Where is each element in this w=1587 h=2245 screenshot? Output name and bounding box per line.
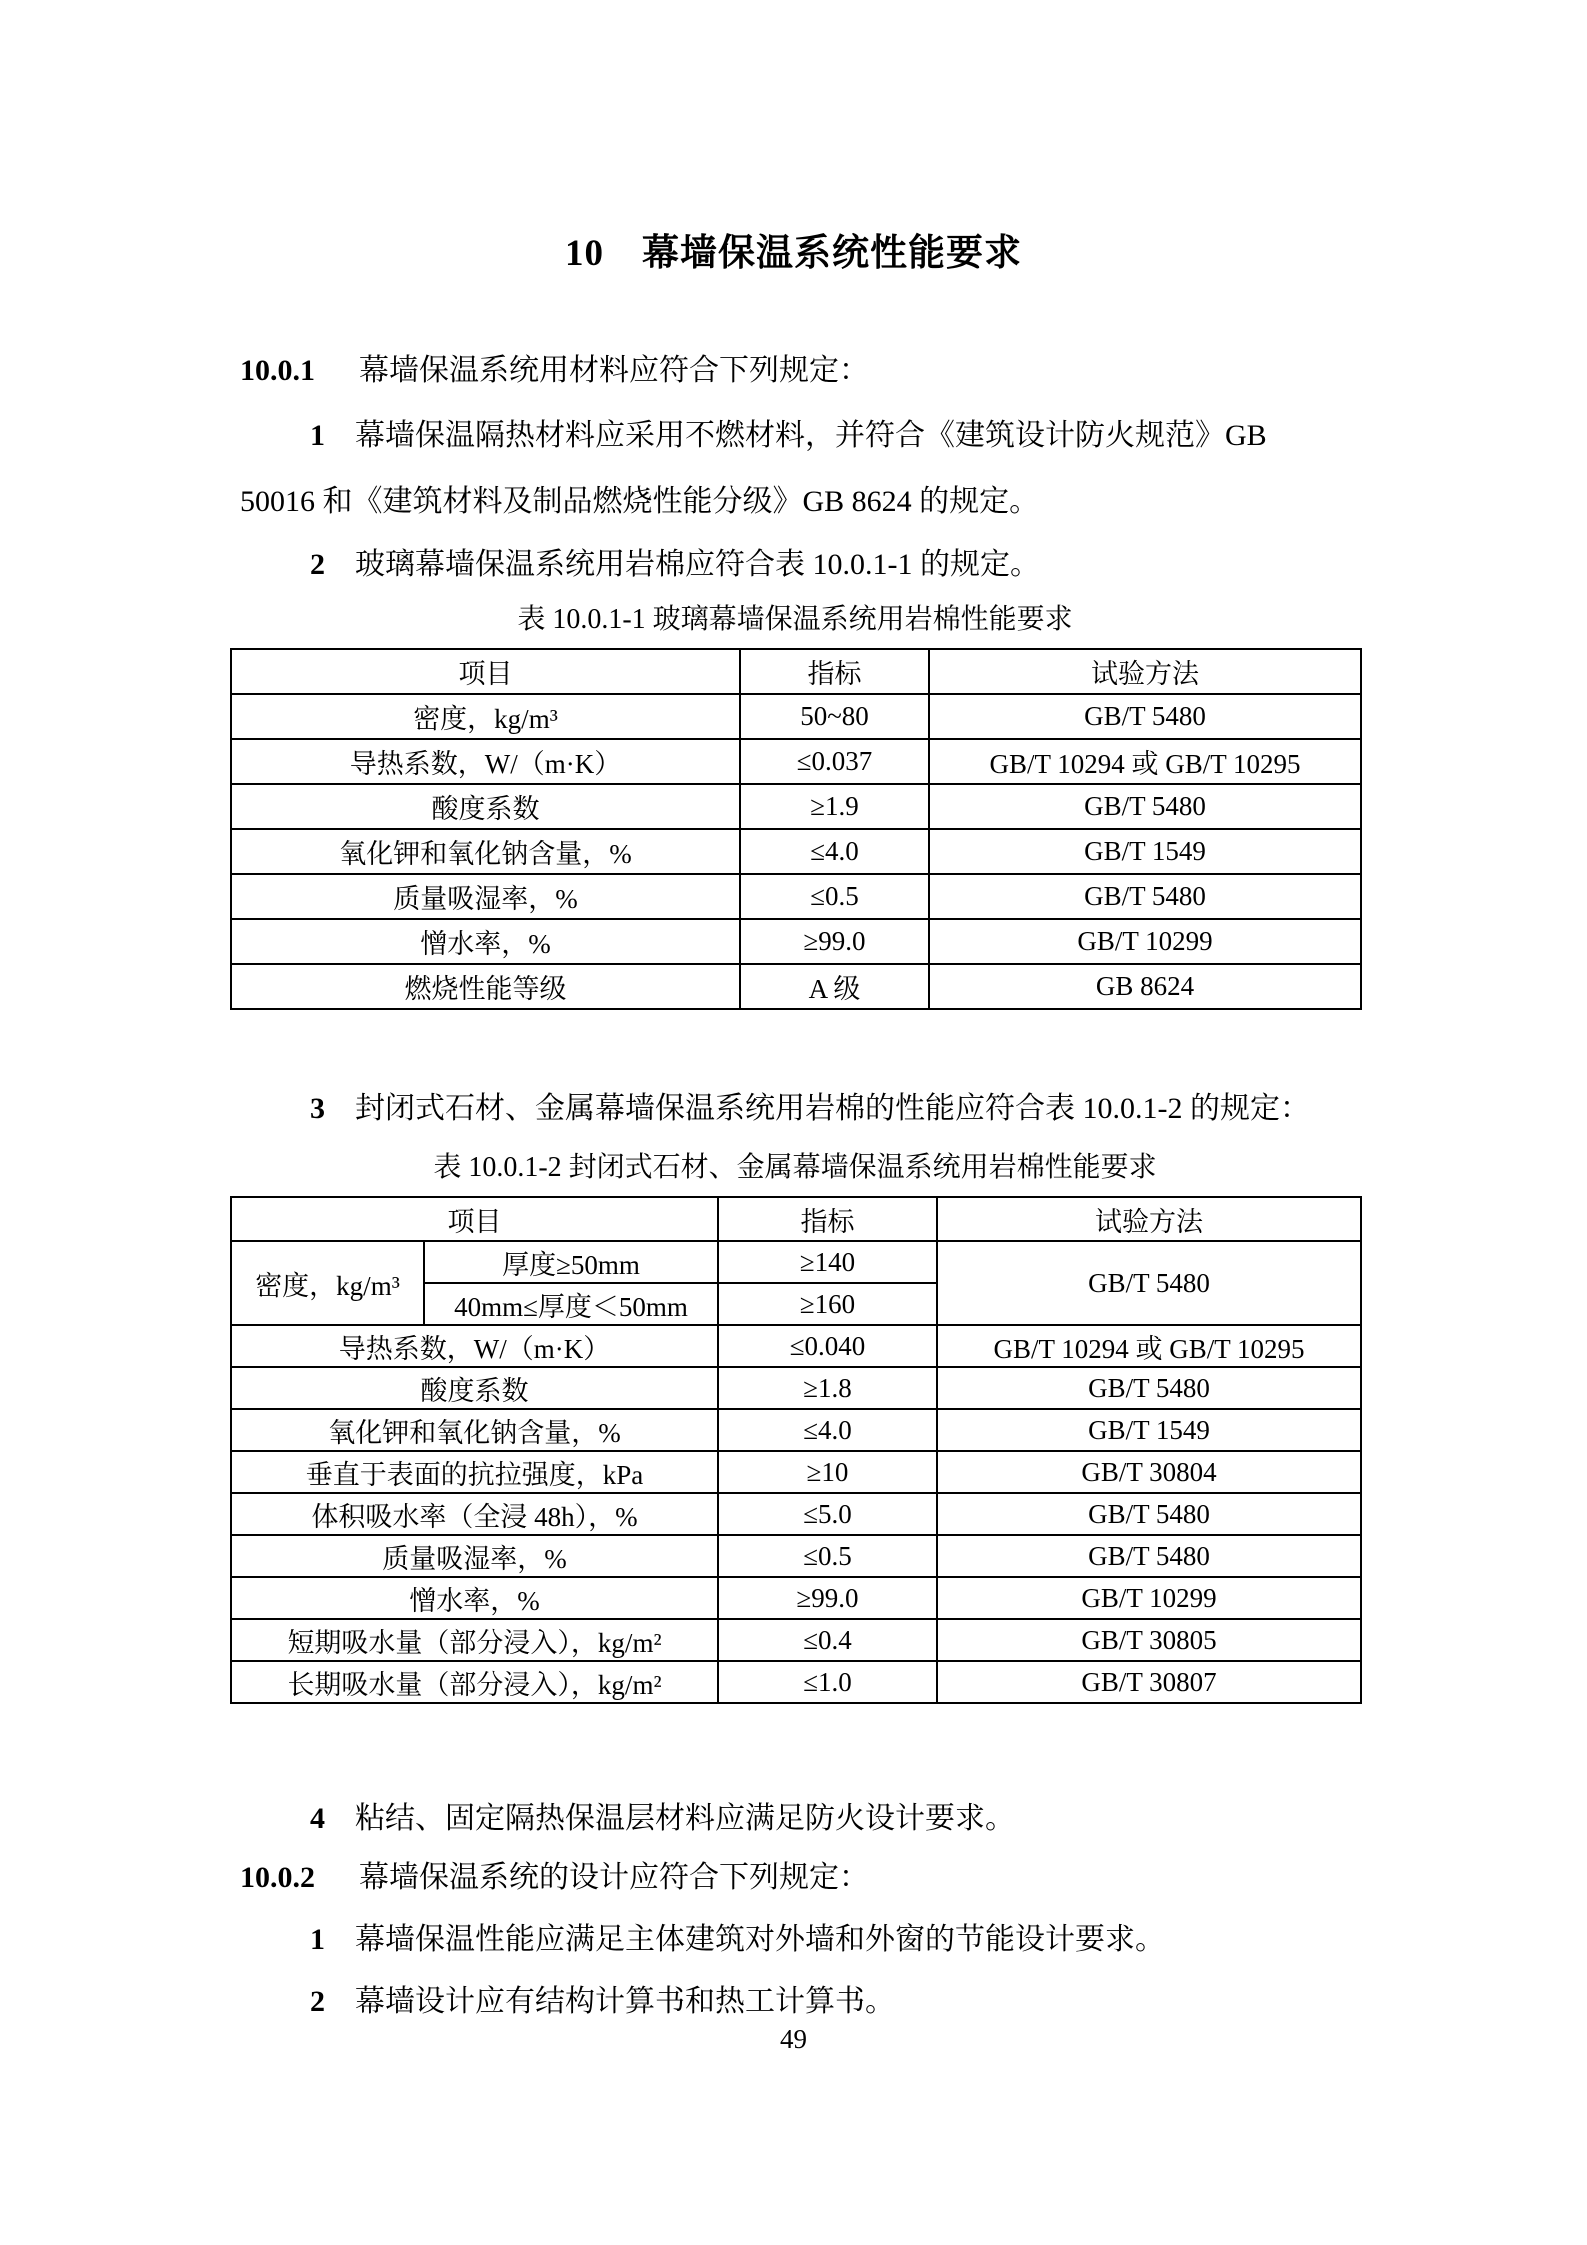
cell-item: 体积吸水率（全浸 48h），% — [231, 1493, 718, 1535]
clause-10-0-2 — [240, 1859, 1370, 1897]
cell-index: ≤4.0 — [718, 1409, 937, 1451]
cell-index: ≥1.9 — [740, 784, 929, 829]
header-test-method: 试验方法 — [929, 649, 1361, 694]
item-4 — [240, 1800, 1440, 1838]
cell-index: ≥140 — [718, 1241, 937, 1283]
table-row — [231, 1535, 1361, 1577]
header-item: 项目 — [231, 1197, 718, 1241]
header-test-method: 试验方法 — [937, 1197, 1361, 1241]
item-number: 1 — [310, 419, 325, 452]
item-number: 1 — [310, 1923, 325, 1956]
header-item: 项目 — [231, 649, 740, 694]
cell-index: 50~80 — [740, 694, 929, 739]
cell-method: GB/T 30807 — [937, 1661, 1361, 1703]
cell-method: GB/T 10299 — [929, 919, 1361, 964]
cell-index: ≤0.5 — [718, 1535, 937, 1577]
item-2 — [240, 546, 1440, 584]
table-row — [231, 1325, 1361, 1367]
cell-item: 质量吸湿率，% — [231, 874, 740, 919]
cell-index: ≤5.0 — [718, 1493, 937, 1535]
clause-text: 幕墙保温系统的设计应符合下列规定： — [359, 1861, 869, 1894]
item-text: 粘结、固定隔热保温层材料应满足防火设计要求。 — [355, 1802, 1015, 1835]
cell-density-label: 密度，kg/m³ — [231, 1241, 424, 1325]
cell-index: ≥99.0 — [740, 919, 929, 964]
table-row — [231, 964, 1361, 1009]
cell-index: ≥1.8 — [718, 1367, 937, 1409]
cell-method: GB/T 5480 — [937, 1493, 1361, 1535]
cell-item: 憎水率，% — [231, 919, 740, 964]
table-row — [231, 1493, 1361, 1535]
cell-method: GB 8624 — [929, 964, 1361, 1009]
clause-10-0-1 — [240, 352, 1370, 390]
cell-index: ≤0.5 — [740, 874, 929, 919]
cell-item: 长期吸水量（部分浸入），kg/m² — [231, 1661, 718, 1703]
cell-method: GB/T 5480 — [937, 1241, 1361, 1325]
cell-method: GB/T 1549 — [929, 829, 1361, 874]
cell-item: 密度，kg/m³ — [231, 694, 740, 739]
table-row — [231, 694, 1361, 739]
item-text: 幕墙保温性能应满足主体建筑对外墙和外窗的节能设计要求。 — [355, 1923, 1165, 1956]
cell-index: ≥10 — [718, 1451, 937, 1493]
page-number: 49 — [780, 2024, 807, 2054]
cell-thickness-condition: 40mm≤厚度＜50mm — [424, 1283, 718, 1325]
cell-method: GB/T 10294 或 GB/T 10295 — [937, 1325, 1361, 1367]
item-text: 玻璃幕墙保温系统用岩棉应符合表 10.0.1-1 的规定。 — [355, 548, 1040, 581]
cell-item: 燃烧性能等级 — [231, 964, 740, 1009]
cell-index: ≥160 — [718, 1283, 937, 1325]
cell-item: 酸度系数 — [231, 784, 740, 829]
table-header-row — [231, 649, 1361, 694]
cell-item: 导热系数，W/（m·K） — [231, 739, 740, 784]
table-row-density-1 — [231, 1241, 1361, 1283]
cell-method: GB/T 1549 — [937, 1409, 1361, 1451]
cell-item: 憎水率，% — [231, 1577, 718, 1619]
table-row — [231, 874, 1361, 919]
cell-index: ≥99.0 — [718, 1577, 937, 1619]
item-text: 幕墙保温隔热材料应采用不燃材料，并符合《建筑设计防火规范》GB — [355, 419, 1267, 452]
cell-index: ≤0.037 — [740, 739, 929, 784]
cell-method: GB/T 5480 — [937, 1367, 1361, 1409]
table-1-caption: 表 10.0.1-1 玻璃幕墙保温系统用岩棉性能要求 — [517, 604, 1073, 635]
table-row — [231, 1367, 1361, 1409]
table-rock-wool-stone-metal-curtain-wall — [230, 1196, 1362, 1704]
item-text: 封闭式石材、金属幕墙保温系统用岩棉的性能应符合表 10.0.1-2 的规定： — [355, 1092, 1310, 1125]
cell-item: 氧化钾和氧化钠含量，% — [231, 829, 740, 874]
cell-method: GB/T 5480 — [929, 874, 1361, 919]
table-row — [231, 1577, 1361, 1619]
cell-method: GB/T 30805 — [937, 1619, 1361, 1661]
cell-item: 导热系数，W/（m·K） — [231, 1325, 718, 1367]
cell-method: GB/T 5480 — [929, 784, 1361, 829]
table-row — [231, 1451, 1361, 1493]
cell-method: GB/T 30804 — [937, 1451, 1361, 1493]
table-row — [231, 1409, 1361, 1451]
table-row — [231, 829, 1361, 874]
cell-method: GB/T 5480 — [937, 1535, 1361, 1577]
cell-index: ≤0.040 — [718, 1325, 937, 1367]
cell-method: GB/T 5480 — [929, 694, 1361, 739]
cell-thickness-condition: 厚度≥50mm — [424, 1241, 718, 1283]
cell-item: 酸度系数 — [231, 1367, 718, 1409]
table-row — [231, 1619, 1361, 1661]
clause-number: 10.0.1 — [240, 354, 315, 387]
table-2-caption: 表 10.0.1-2 封闭式石材、金属幕墙保温系统用岩棉性能要求 — [433, 1152, 1157, 1183]
cell-item: 垂直于表面的抗拉强度，kPa — [231, 1451, 718, 1493]
item-text: 幕墙设计应有结构计算书和热工计算书。 — [355, 1985, 895, 2018]
page-title: 10 幕墙保温系统性能要求 — [565, 233, 1022, 274]
item-number: 4 — [310, 1802, 325, 1835]
item-3 — [240, 1090, 1440, 1128]
item-text-continued: 50016 和《建筑材料及制品燃烧性能分级》GB 8624 的规定。 — [240, 485, 1040, 518]
table-row — [231, 1661, 1361, 1703]
item-1-line-2 — [240, 483, 1370, 521]
cell-item: 氧化钾和氧化钠含量，% — [231, 1409, 718, 1451]
table-row — [231, 919, 1361, 964]
cell-index: ≤1.0 — [718, 1661, 937, 1703]
cell-index: ≤4.0 — [740, 829, 929, 874]
cell-item: 质量吸湿率，% — [231, 1535, 718, 1577]
clause-number: 10.0.2 — [240, 1861, 315, 1894]
table-row — [231, 739, 1361, 784]
table-row — [231, 784, 1361, 829]
item-number: 2 — [310, 1985, 325, 2018]
cell-index: ≤0.4 — [718, 1619, 937, 1661]
sub-item-1 — [240, 1921, 1440, 1959]
item-number: 2 — [310, 548, 325, 581]
table-rock-wool-glass-curtain-wall — [230, 648, 1362, 1010]
item-1-line-1 — [240, 417, 1440, 455]
cell-method: GB/T 10294 或 GB/T 10295 — [929, 739, 1361, 784]
sub-item-2 — [240, 1983, 1440, 2021]
header-index: 指标 — [740, 649, 929, 694]
table-header-row — [231, 1197, 1361, 1241]
clause-text: 幕墙保温系统用材料应符合下列规定： — [359, 354, 869, 387]
cell-item: 短期吸水量（部分浸入），kg/m² — [231, 1619, 718, 1661]
cell-method: GB/T 10299 — [937, 1577, 1361, 1619]
header-index: 指标 — [718, 1197, 937, 1241]
item-number: 3 — [310, 1092, 325, 1125]
cell-index: A 级 — [740, 964, 929, 1009]
